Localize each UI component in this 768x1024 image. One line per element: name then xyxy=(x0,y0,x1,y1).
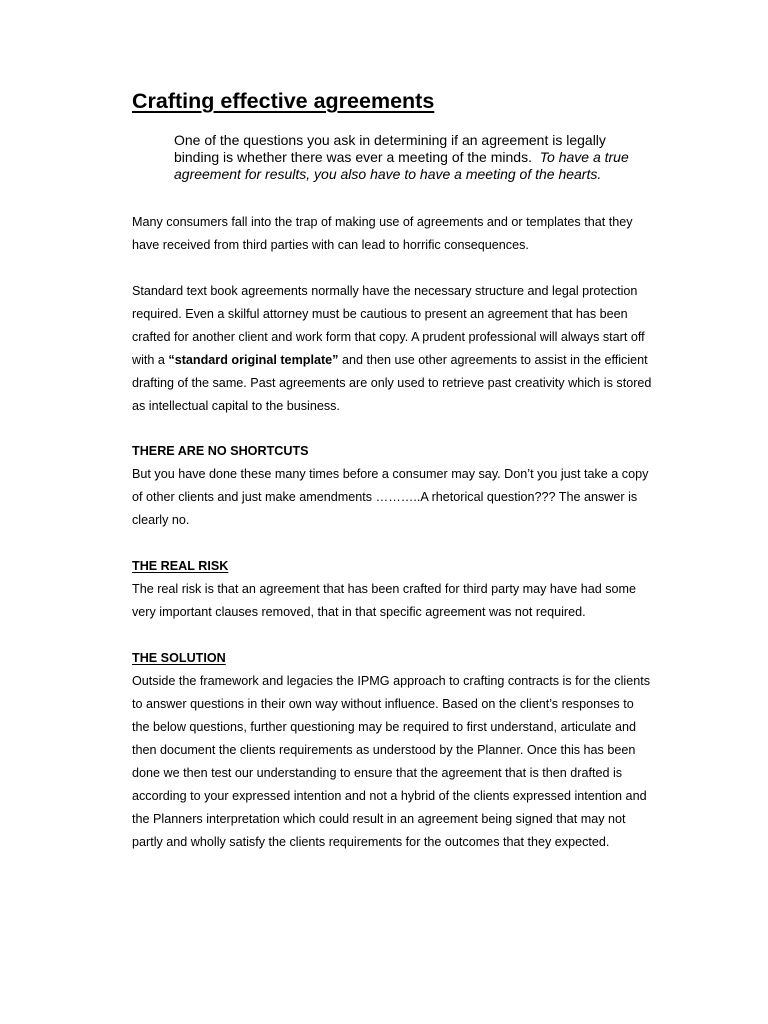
paragraph-solution: Outside the framework and legacies the IPMG approach to crafting contracts is for the clients to answer questions in their own way without influence. Based on the client’s responses to the below questions, further questioning may be required to first understand, articulate and then document the clients requirements as understood by the Planner. Once this has been done we then test our understanding to ensure that the agreement that is then drafted is according to your expressed intention and not a hybrid of the clients expressed intention and the Planners interpretation which could result in an agreement being signed that may not partly and wholly satisfy the clients requirements for the outcomes that they expected. xyxy=(132,674,650,849)
intro-paragraph xyxy=(174,132,644,183)
paragraph-standard-agreements xyxy=(132,280,652,418)
paragraph-real-risk: The real risk is that an agreement that has been crafted for third party may have had some very important clauses removed, that in that specific agreement was not required. xyxy=(132,582,637,619)
document-title: Crafting effective agreements xyxy=(132,89,435,113)
paragraph-standard-after: and then use other agreements to assist in the efficient drafting of the same. Past agreements are only used to retrieve past creativity which is stored as intellectual capital to the business. xyxy=(132,353,652,413)
heading-real-risk: THE REAL RISK xyxy=(132,559,229,573)
document-page xyxy=(132,88,652,854)
standard-original-template-emphasis: “standard original template” xyxy=(168,353,339,367)
heading-no-shortcuts: THERE ARE NO SHORTCUTS xyxy=(132,444,309,458)
paragraph-standard-before: Standard text book agreements normally have the necessary structure and legal protection required. Even a skilful attorney must be cautious to present an agreement that has been crafted for another client and work form that copy. A prudent professional will always start off with a xyxy=(132,284,645,367)
intro-plain-text: One of the questions you ask in determining if an agreement is legally binding is whether there was ever a meeting of the minds. xyxy=(174,132,606,165)
heading-solution: THE SOLUTION xyxy=(132,651,226,665)
paragraph-consumers: Many consumers fall into the trap of making use of agreements and or templates that they have received from third parties with can lead to horrific consequences. xyxy=(132,215,633,252)
intro-italic-text: To have a true agreement for results, you also have to have a meeting of the hearts. xyxy=(174,149,629,182)
paragraph-no-shortcuts: But you have done these many times before a consumer may say. Don’t you just take a copy of other clients and just make amendments ………..A rhetorical question??? The answer is clearly no. xyxy=(132,467,649,527)
